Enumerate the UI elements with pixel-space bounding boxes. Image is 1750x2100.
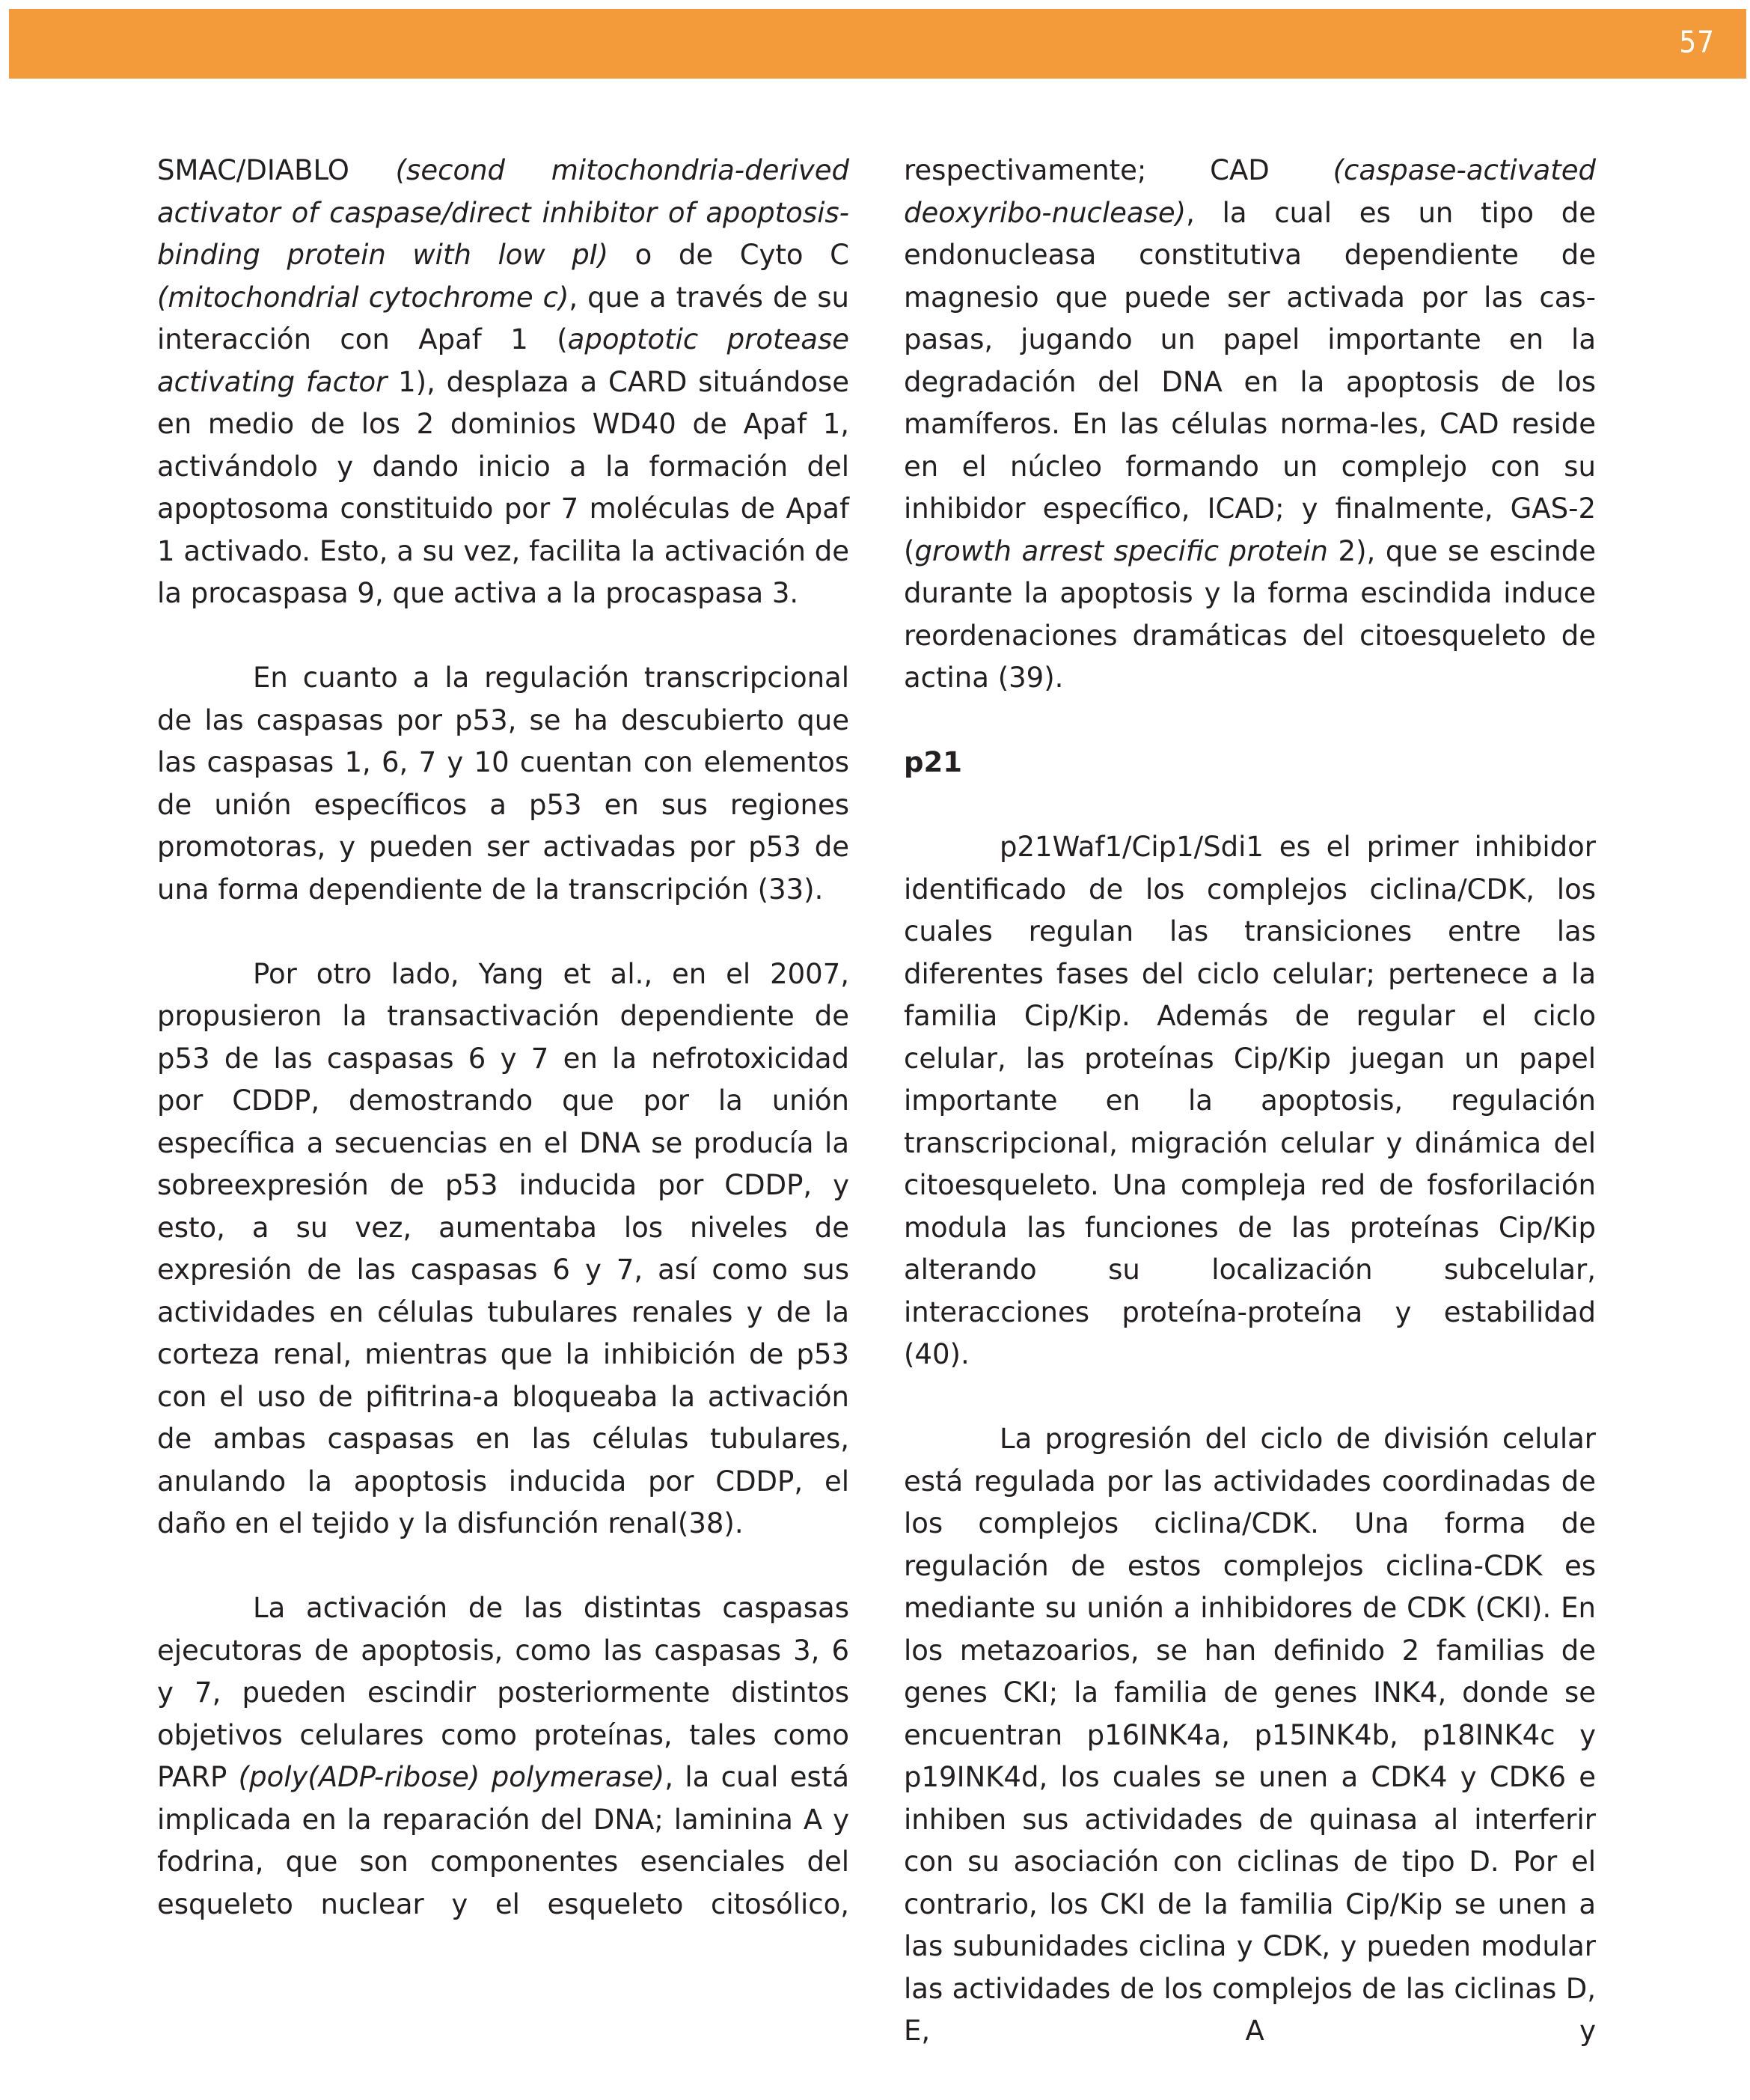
- italic-run: (second mitochondria-derived activator of caspase/direct inhibitor of apoptosis-binding protein with low pI): [157, 154, 849, 271]
- text-run: respectivamente; CAD: [904, 154, 1333, 186]
- italic-run: apoptotic protease activating factor: [157, 323, 850, 398]
- text-run: SMAC/DIABLO: [157, 154, 396, 186]
- italic-run: (poly(ADP-ribose) polymerase): [238, 1761, 665, 1793]
- page-number: 57: [1679, 25, 1715, 60]
- text-run: , la cual es un tipo de endonucleasa constitutiva dependiente de magnesio que puede ser activada por las cas-pasas, jugando un papel importante en la degradación del DNA en la apoptosis de los mamíferos. En las células norma-les, CAD reside en el núcleo formando un complejo con su inhibidor específico, ICAD; y finalmente, GAS-2 (: [904, 196, 1596, 567]
- italic-run: (mitochondrial cytochrome c): [157, 281, 569, 314]
- paragraph-cad-gas2: [904, 150, 1596, 700]
- section-heading-p21: p21: [904, 746, 962, 778]
- right-column: [904, 150, 1596, 2053]
- text-run: La activación de las distintas caspasas ejecutoras de apoptosis, como las caspasas 3, 6 y 7, pueden escindir posteriormente distintos objetivos celulares como proteínas, tales como PARP: [157, 1592, 849, 1793]
- paragraph-p21-inhibitor: p21Waf1/Cip1/Sdi1 es el primer inhibidor identificado de los complejos ciclina/CDK, los cuales regulan las transiciones entre las diferentes fases del ciclo celular; pertenece a la familia Cip/Kip. Además de regular el ciclo celular, las proteínas Cip/Kip juegan un papel importante en la apoptosis, regulación transcripcional, migración celular y dinámica del citoesqueleto. Una compleja red de fosforilación modula las funciones de las proteínas Cip/Kip alterando su localización subcelular, interacciones proteína-proteína y estabilidad (40).: [904, 831, 1596, 1370]
- text-run: , la cual está implicada en la reparación del DNA; laminina A y fodrina, que son componentes esenciales del esqueleto nuclear y el esqueleto citosólico,: [157, 1761, 849, 1920]
- text-run: , que a través de su interacción con Apaf 1 (: [157, 281, 849, 355]
- paragraph-yang-et-al: Por otro lado, Yang et al., en el 2007, propusieron la transactivación dependiente de p53 de las caspasas 6 y 7 en la nefrotoxicidad por CDDP, demostrando que por la unión específica a secuencias en el DNA se producía la sobreexpresión de p53 inducida por CDDP, y esto, a su vez, aumentaba los niveles de expresión de las caspasas 6 y 7, así como sus actividades en células tubulares renales y de la corteza renal, mientras que la inhibición de p53 con el uso de pifitrina-a bloqueaba la activación de ambas caspasas en las células tubulares, anulando la apoptosis inducida por CDDP, el daño en el tejido y la disfunción renal(38).: [157, 957, 849, 1539]
- italic-run: growth arrest specific protein: [914, 534, 1328, 567]
- header-band: [9, 9, 1746, 79]
- paragraph-cell-cycle-progression: La progresión del ciclo de división celular está regulada por las actividades coordinadas de los complejos ciclina/CDK. Una forma de regulación de estos complejos ciclina-CDK es mediante su unión a inhibidores de CDK (CKI). En los metazoarios, se han definido 2 familias de genes CKI; la familia de genes INK4, donde se encuentran p16INK4a, p15INK4b, p18INK4c y p19INK4d, los cuales se unen a CDK4 y CDK6 e inhiben sus actividades de quinasa al interferir con su asociación con ciclinas de tipo D. Por el contrario, los CKI de la familia Cip/Kip se unen a las subunidades ciclina y CDK, y pueden modular las actividades de los complejos de las ciclinas D, E, A y: [904, 1423, 1596, 2047]
- italic-run: (caspase-activated deoxyribo-nuclease): [904, 154, 1596, 229]
- text-run: 2), que se escinde durante la apoptosis y la forma escindida induce reordenaciones dramáticas del citoesqueleto de actina (39).: [904, 534, 1597, 694]
- paragraph-smac-diablo: [157, 150, 849, 615]
- paragraph-caspase-regulation: En cuanto a la regulación transcripcional de las caspasas por p53, se ha descubierto que las caspasas 1, 6, 7 y 10 cuentan con elementos de unión específicos a p53 en sus regiones promotoras, y pueden ser activadas por p53 de una forma dependiente de la transcripción (33).: [157, 662, 849, 906]
- text-run: 1), desplaza a CARD situándose en medio de los 2 dominios WD40 de Apaf 1, activándolo y dando inicio a la formación del apoptosoma constituido por 7 moléculas de Apaf 1 activado. Esto, a su vez, facilita la activación de la procaspasa 9, que activa a la procaspasa 3.: [157, 365, 849, 609]
- paragraph-caspase-activation: [157, 1587, 849, 1926]
- text-run: o de Cyto C: [608, 239, 849, 271]
- left-column: [157, 150, 849, 1926]
